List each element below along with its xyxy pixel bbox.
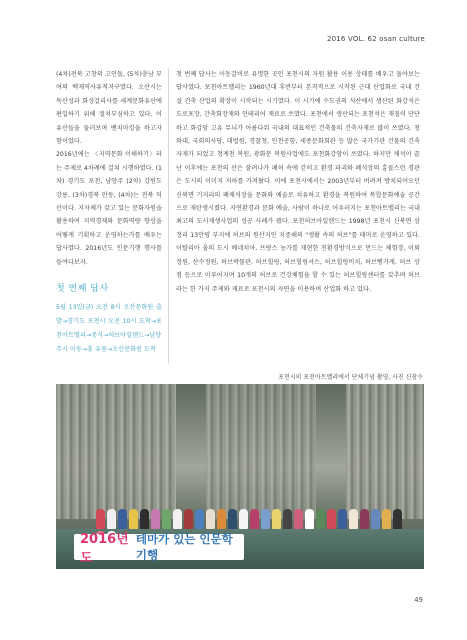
person bbox=[129, 509, 138, 529]
person bbox=[107, 509, 116, 529]
banner-year: 2016년도 bbox=[80, 532, 129, 566]
person bbox=[173, 509, 182, 529]
person bbox=[206, 509, 215, 529]
person bbox=[393, 509, 402, 529]
left-paragraph-2: 2016년에는 〈지역문화 이해하기〉라는 주제로 4차례에 걸쳐 시행하였다. (1차) 경기도 포천, 남양주 (2차) 강원도 강릉, (3차)경북 안동, (4차)는 전북 익산이다. 지자체가 갖고 있는 문화자원을 활용하여 지역경제와 문화역량 향상을 어떻게 기획하고 운영하는가를 배우는 답사였다. 2016년도 인문기행 행사를 들여다보자. bbox=[56, 151, 162, 266]
right-column bbox=[176, 68, 420, 296]
person bbox=[250, 509, 259, 529]
person bbox=[327, 509, 336, 529]
photo-caption: 포천시의 포천아트밸리에서 단체기념 촬영, 사진 신창수 bbox=[278, 374, 423, 381]
person bbox=[360, 509, 369, 529]
person bbox=[228, 509, 237, 529]
left-column bbox=[56, 68, 162, 357]
person bbox=[338, 509, 347, 529]
person bbox=[371, 509, 380, 529]
person bbox=[305, 509, 314, 529]
left-paragraph-1: (4차)전북 고창의 고인돌, (5차)충남 부여의 백제역사유적지구였다. 오산시는 독산성과 화성걸리사를 세계문화유산에 편입하기 위해 절치부심하고 있다. 이 유산들을 둘러보며 벤치마킹을 하고자 함이었다. bbox=[56, 71, 162, 146]
right-paragraph-1: 첫 번째 답사는 이동갈비로 유명한 곳인 포천시의 자원 활용 이용 상태를 배우고 돌아보는 답사였다. 포천아트밸리는 1960년대 후반부터 본격적으로 시작된 근대 산업화로 국내 건설 건축 산업의 확장이 시작되는 시기였다. 이 시기에 수도권의 석산에서 생산된 화강석은 도로포장, 간축회장재와 인테리어 재료로 쓰였다. 포천에서 생산되는 포천석은 재질이 단단하고 화강암 고유 무늬가 아름다워 국내의 대표적인 건축물의 건축자재로 많이 쓰였다. 청와대, 국회의사당, 대법원, 경찰청, 인천공항, 세종문화회관 등 많은 국가기관 건물의 건축자재가 되었고 청계천 복원, 광화문 복원사업에도 포천화강암이 쓰였다. 하지만 채석이 끝난 이후에는 포천의 산은 잘려나가 폐허 속에 갇히고 환경 파괴와 폐석장의 흉물스런 경관은 도시의 이미지 저하를 가져왔다. 이에 포천시에서는 2003년부터 버려져 방치되어오던 신북면 기지리의 폐채석장을 문화와 예술로 치유하고 환경을 복원하여 복합문화예술 공간으로 재탄생시켰다. 자연환경과 문화 예술, 사람이 하나로 어우러지는 포천아트밸리는 국내 최고의 도시재생사업의 성공 사례가 됐다. 포천허브아일랜드는 1998년 포천시 신북면 삼정리 13만평 부지에 허브의 원산지인 지중해의 "생활 속의 허브"를 테마로 운영하고 있다. 이탈리아 몰의 도시 베네치아, 프랑스 농가를 재현한 친환경방식으로 만드는 체험장, 이외정원, 산수정원, 허브박물관, 허브힐링, 허브힐링셔스, 허브힐링비치, 허브빵가게, 허브 상점 등으로 이루어지며 10개의 허브로 건강체험을 할 수 있는 허브힐링센터를 갖추며 허브라는 한 가지 주제와 재료로 포천시의 자연을 이용하며 산업화 하고 있다. bbox=[176, 71, 420, 293]
section-title: 첫 번째 답사 bbox=[56, 284, 109, 295]
column-divider bbox=[168, 68, 169, 364]
person bbox=[184, 509, 193, 529]
banner-title: 테마가 있는 인문학 기행 bbox=[135, 532, 233, 562]
person bbox=[316, 509, 325, 529]
person bbox=[261, 509, 270, 529]
person bbox=[217, 509, 226, 529]
issue-header: 2016 VOL. 62 osan culture bbox=[326, 35, 425, 43]
schedule-text: 5월 13일(금) 오전 8시 오산문화원 출발→경기도 포천시 오전 10시 도착→포천아트밸리→중식→허브아일랜드→남양주시 이동→홍 유릉→오산문화원 도착 bbox=[56, 303, 162, 353]
person bbox=[118, 509, 127, 529]
person bbox=[283, 509, 292, 529]
person bbox=[272, 509, 281, 529]
person bbox=[349, 509, 358, 529]
group-photo bbox=[56, 384, 424, 569]
person bbox=[151, 509, 160, 529]
event-banner bbox=[74, 532, 244, 566]
person bbox=[140, 509, 149, 529]
page-number: 49 bbox=[414, 596, 423, 604]
person bbox=[239, 509, 248, 529]
person bbox=[162, 509, 171, 529]
person bbox=[294, 509, 303, 529]
person bbox=[96, 509, 105, 529]
person bbox=[195, 509, 204, 529]
person bbox=[382, 509, 391, 529]
